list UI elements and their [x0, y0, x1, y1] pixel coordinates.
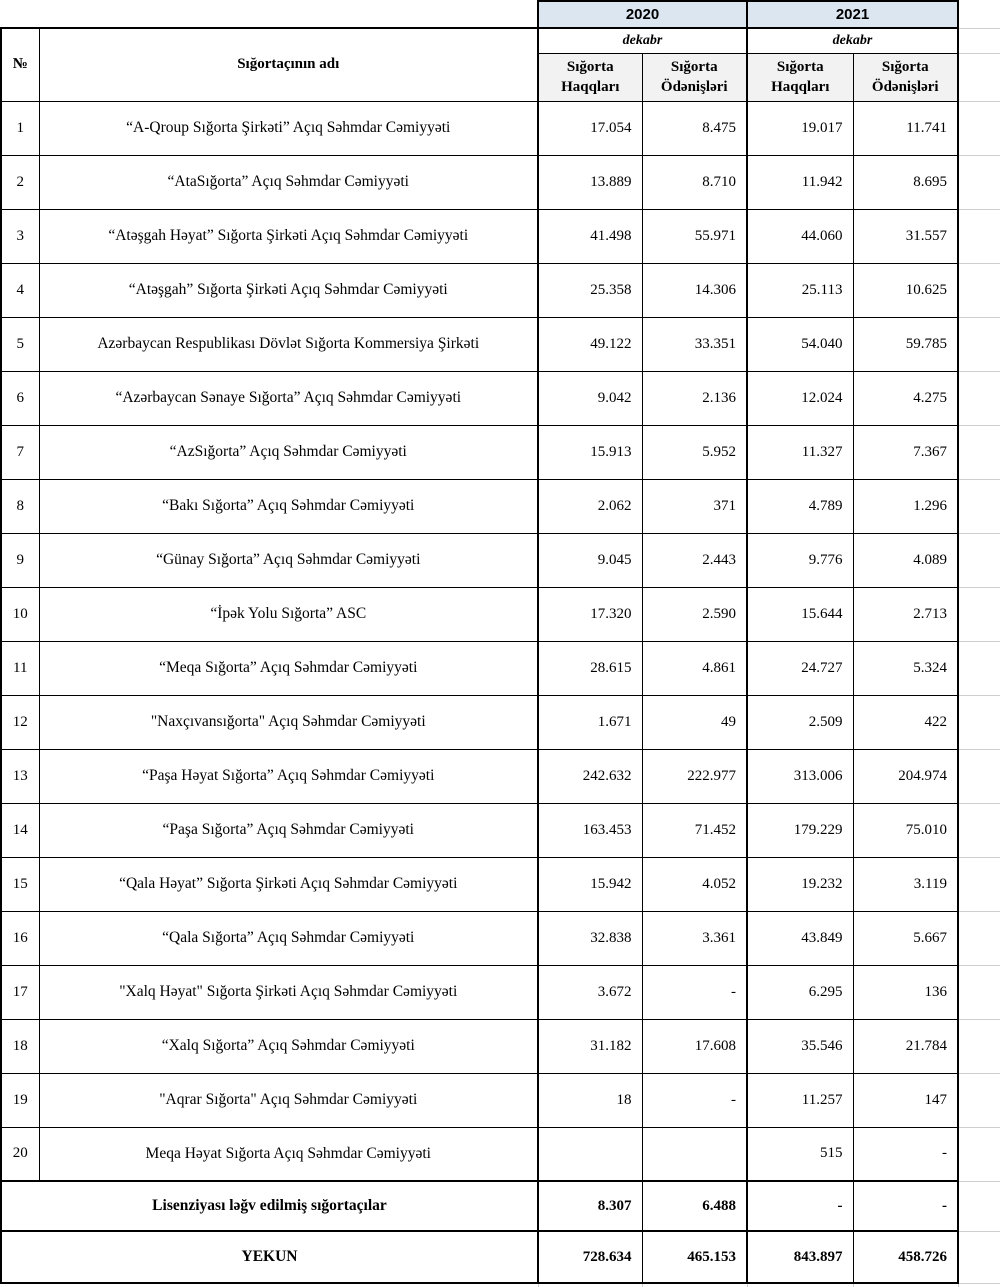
- row-number: 6: [1, 371, 39, 425]
- value-cell: 44.060: [747, 209, 853, 263]
- grid-gutter: [958, 101, 1000, 155]
- subheader-dekabr-2020: dekabr: [538, 28, 747, 53]
- value-cell: 3.361: [642, 911, 747, 965]
- company-name: "Naxçıvansığorta" Açıq Səhmdar Cəmiyyəti: [39, 695, 538, 749]
- revoked-licenses-label: Lisenziyası ləğv edilmiş sığortaçılar: [1, 1181, 538, 1231]
- grid-gutter: [958, 641, 1000, 695]
- year-header-2021: 2021: [747, 1, 958, 28]
- grid-gutter: [958, 695, 1000, 749]
- value-cell: 15.644: [747, 587, 853, 641]
- value-cell: 7.367: [853, 425, 958, 479]
- value-cell: 11.327: [747, 425, 853, 479]
- grid-gutter: [958, 155, 1000, 209]
- value-cell: 71.452: [642, 803, 747, 857]
- value-cell: 12.024: [747, 371, 853, 425]
- strip-cell: [1, 1283, 538, 1287]
- company-name: “Qala Sığorta” Açıq Səhmdar Cəmiyyəti: [39, 911, 538, 965]
- row-number: 8: [1, 479, 39, 533]
- value-cell: 843.897: [747, 1231, 853, 1283]
- value-cell: 49.122: [538, 317, 642, 371]
- value-cell: 9.045: [538, 533, 642, 587]
- value-cell: 75.010: [853, 803, 958, 857]
- value-cell: 222.977: [642, 749, 747, 803]
- bottom-gridline-strip: [1, 1283, 1000, 1287]
- value-cell: 43.849: [747, 911, 853, 965]
- value-cell: 33.351: [642, 317, 747, 371]
- col-header-premiums-2021: Sığorta Haqqları: [747, 53, 853, 101]
- row-number: 5: [1, 317, 39, 371]
- value-cell: 422: [853, 695, 958, 749]
- grid-gutter: [958, 28, 1000, 53]
- value-cell: 28.615: [538, 641, 642, 695]
- value-cell: 11.257: [747, 1073, 853, 1127]
- value-cell: 4.861: [642, 641, 747, 695]
- value-cell: 41.498: [538, 209, 642, 263]
- value-cell: 25.358: [538, 263, 642, 317]
- value-cell: 17.054: [538, 101, 642, 155]
- value-cell: 32.838: [538, 911, 642, 965]
- value-cell: 25.113: [747, 263, 853, 317]
- blank-corner: [1, 1, 538, 28]
- col-header-payments-2020: Sığorta Ödənişləri: [642, 53, 747, 101]
- value-cell: 18: [538, 1073, 642, 1127]
- value-cell: 9.776: [747, 533, 853, 587]
- value-cell: 17.608: [642, 1019, 747, 1073]
- value-cell: 4.052: [642, 857, 747, 911]
- row-number: 18: [1, 1019, 39, 1073]
- value-cell: 371: [642, 479, 747, 533]
- grid-gutter: [958, 209, 1000, 263]
- value-cell: 2.509: [747, 695, 853, 749]
- value-cell: 2.062: [538, 479, 642, 533]
- company-name: “AzSığorta” Açıq Səhmdar Cəmiyyəti: [39, 425, 538, 479]
- company-name: Meqa Həyat Sığorta Açıq Səhmdar Cəmiyyəti: [39, 1127, 538, 1181]
- company-name: “İpək Yolu Sığorta” ASC: [39, 587, 538, 641]
- row-number: 16: [1, 911, 39, 965]
- value-cell: 13.889: [538, 155, 642, 209]
- company-name: “Paşa Sığorta” Açıq Səhmdar Cəmiyyəti: [39, 803, 538, 857]
- value-cell: 8.695: [853, 155, 958, 209]
- strip-cell: [642, 1283, 747, 1287]
- grid-gutter: [958, 371, 1000, 425]
- grid-gutter: [958, 965, 1000, 1019]
- value-cell: 17.320: [538, 587, 642, 641]
- company-name: "Aqrar Sığorta" Açıq Səhmdar Cəmiyyəti: [39, 1073, 538, 1127]
- value-cell: [538, 1127, 642, 1181]
- value-cell: 8.307: [538, 1181, 642, 1231]
- value-cell: 19.232: [747, 857, 853, 911]
- value-cell: 49: [642, 695, 747, 749]
- grid-gutter: [958, 1019, 1000, 1073]
- row-number: 9: [1, 533, 39, 587]
- strip-cell: [853, 1283, 958, 1287]
- value-cell: 313.006: [747, 749, 853, 803]
- year-header-row: [1, 1, 1000, 28]
- value-cell: 59.785: [853, 317, 958, 371]
- value-cell: 19.017: [747, 101, 853, 155]
- row-number: 1: [1, 101, 39, 155]
- value-cell: 15.913: [538, 425, 642, 479]
- row-number: 20: [1, 1127, 39, 1181]
- row-number: 17: [1, 965, 39, 1019]
- company-name: "Xalq Həyat" Sığorta Şirkəti Açıq Səhmdar Cəmiyyəti: [39, 965, 538, 1019]
- row-number: 10: [1, 587, 39, 641]
- value-cell: 5.324: [853, 641, 958, 695]
- table-row: [1, 695, 1000, 749]
- table-row: [1, 1019, 1000, 1073]
- value-cell: 35.546: [747, 1019, 853, 1073]
- value-cell: 5.952: [642, 425, 747, 479]
- value-cell: 3.672: [538, 965, 642, 1019]
- value-cell: 204.974: [853, 749, 958, 803]
- row-number: 15: [1, 857, 39, 911]
- row-number: 11: [1, 641, 39, 695]
- value-cell: 14.306: [642, 263, 747, 317]
- company-name: “Atəşgah Həyat” Sığorta Şirkəti Açıq Səhmdar Cəmiyyəti: [39, 209, 538, 263]
- value-cell: 11.942: [747, 155, 853, 209]
- strip-cell: [538, 1283, 642, 1287]
- grid-gutter: [958, 263, 1000, 317]
- col-header-payments-2021: Sığorta Ödənişləri: [853, 53, 958, 101]
- table-row: [1, 209, 1000, 263]
- grid-gutter: [958, 479, 1000, 533]
- value-cell: -: [642, 965, 747, 1019]
- value-cell: 1.671: [538, 695, 642, 749]
- value-cell: 136: [853, 965, 958, 1019]
- table-row: [1, 479, 1000, 533]
- value-cell: 8.710: [642, 155, 747, 209]
- value-cell: 1.296: [853, 479, 958, 533]
- year-header-2020: 2020: [538, 1, 747, 28]
- value-cell: 55.971: [642, 209, 747, 263]
- strip-cell: [958, 1283, 1000, 1287]
- table-row: [1, 317, 1000, 371]
- grid-gutter: [958, 1073, 1000, 1127]
- company-name: “Atəşgah” Sığorta Şirkəti Açıq Səhmdar Cəmiyyəti: [39, 263, 538, 317]
- grid-gutter: [958, 587, 1000, 641]
- value-cell: 24.727: [747, 641, 853, 695]
- value-cell: 465.153: [642, 1231, 747, 1283]
- value-cell: 515: [747, 1127, 853, 1181]
- value-cell: 4.089: [853, 533, 958, 587]
- table-row: [1, 533, 1000, 587]
- value-cell: 2.443: [642, 533, 747, 587]
- grid-gutter: [958, 1, 1000, 28]
- grid-gutter: [958, 53, 1000, 101]
- value-cell: 458.726: [853, 1231, 958, 1283]
- table-row: [1, 155, 1000, 209]
- row-number: 14: [1, 803, 39, 857]
- company-name: “Günay Sığorta” Açıq Səhmdar Cəmiyyəti: [39, 533, 538, 587]
- value-cell: 4.789: [747, 479, 853, 533]
- value-cell: 147: [853, 1073, 958, 1127]
- revoked-licenses-row: [1, 1181, 1000, 1231]
- total-row: [1, 1231, 1000, 1283]
- row-number: 12: [1, 695, 39, 749]
- value-cell: [642, 1127, 747, 1181]
- grid-gutter: [958, 857, 1000, 911]
- value-cell: 31.557: [853, 209, 958, 263]
- row-number: 2: [1, 155, 39, 209]
- value-cell: 31.182: [538, 1019, 642, 1073]
- value-cell: 163.453: [538, 803, 642, 857]
- table-row: [1, 101, 1000, 155]
- value-cell: 2.136: [642, 371, 747, 425]
- value-cell: 5.667: [853, 911, 958, 965]
- row-number: 7: [1, 425, 39, 479]
- company-name: “Meqa Sığorta” Açıq Səhmdar Cəmiyyəti: [39, 641, 538, 695]
- table-row: [1, 371, 1000, 425]
- value-cell: -: [853, 1181, 958, 1231]
- value-cell: 4.275: [853, 371, 958, 425]
- value-cell: 21.784: [853, 1019, 958, 1073]
- table-row: [1, 911, 1000, 965]
- row-number: 3: [1, 209, 39, 263]
- row-number: 13: [1, 749, 39, 803]
- table-row: [1, 425, 1000, 479]
- col-header-name: Sığortaçının adı: [39, 28, 538, 101]
- value-cell: 6.488: [642, 1181, 747, 1231]
- value-cell: 8.475: [642, 101, 747, 155]
- company-name: “Paşa Həyat Sığorta” Açıq Səhmdar Cəmiyyəti: [39, 749, 538, 803]
- table-row: [1, 965, 1000, 1019]
- value-cell: 2.713: [853, 587, 958, 641]
- value-cell: 10.625: [853, 263, 958, 317]
- value-cell: -: [853, 1127, 958, 1181]
- grid-gutter: [958, 425, 1000, 479]
- company-name: “AtaSığorta” Açıq Səhmdar Cəmiyyəti: [39, 155, 538, 209]
- value-cell: 728.634: [538, 1231, 642, 1283]
- grid-gutter: [958, 1181, 1000, 1231]
- value-cell: 15.942: [538, 857, 642, 911]
- grid-gutter: [958, 1127, 1000, 1181]
- row-number: 4: [1, 263, 39, 317]
- table-row: [1, 1073, 1000, 1127]
- value-cell: 9.042: [538, 371, 642, 425]
- company-name: Azərbaycan Respublikası Dövlət Sığorta Kommersiya Şirkəti: [39, 317, 538, 371]
- col-header-num: №: [1, 28, 39, 101]
- table-row: [1, 803, 1000, 857]
- strip-cell: [747, 1283, 853, 1287]
- subheader-row: [1, 28, 1000, 53]
- row-number: 19: [1, 1073, 39, 1127]
- value-cell: 179.229: [747, 803, 853, 857]
- grid-gutter: [958, 803, 1000, 857]
- value-cell: 6.295: [747, 965, 853, 1019]
- grid-gutter: [958, 1231, 1000, 1283]
- company-name: “Xalq Sığorta” Açıq Səhmdar Cəmiyyəti: [39, 1019, 538, 1073]
- table-row: [1, 587, 1000, 641]
- value-cell: 11.741: [853, 101, 958, 155]
- table-row: [1, 749, 1000, 803]
- value-cell: -: [747, 1181, 853, 1231]
- table-row: [1, 641, 1000, 695]
- table-row: [1, 263, 1000, 317]
- grid-gutter: [958, 533, 1000, 587]
- grid-gutter: [958, 911, 1000, 965]
- value-cell: -: [642, 1073, 747, 1127]
- grid-gutter: [958, 317, 1000, 371]
- company-name: “Bakı Sığorta” Açıq Səhmdar Cəmiyyəti: [39, 479, 538, 533]
- value-cell: 242.632: [538, 749, 642, 803]
- grid-gutter: [958, 749, 1000, 803]
- col-header-premiums-2020: Sığorta Haqqları: [538, 53, 642, 101]
- company-name: “Qala Həyat” Sığorta Şirkəti Açıq Səhmdar Cəmiyyəti: [39, 857, 538, 911]
- subheader-dekabr-2021: dekabr: [747, 28, 958, 53]
- table-row: [1, 1127, 1000, 1181]
- total-label: YEKUN: [1, 1231, 538, 1283]
- company-name: “A-Qroup Sığorta Şirkəti” Açıq Səhmdar Cəmiyyəti: [39, 101, 538, 155]
- table-row: [1, 857, 1000, 911]
- value-cell: 54.040: [747, 317, 853, 371]
- value-cell: 3.119: [853, 857, 958, 911]
- value-cell: 2.590: [642, 587, 747, 641]
- company-name: “Azərbaycan Sənaye Sığorta” Açıq Səhmdar Cəmiyyəti: [39, 371, 538, 425]
